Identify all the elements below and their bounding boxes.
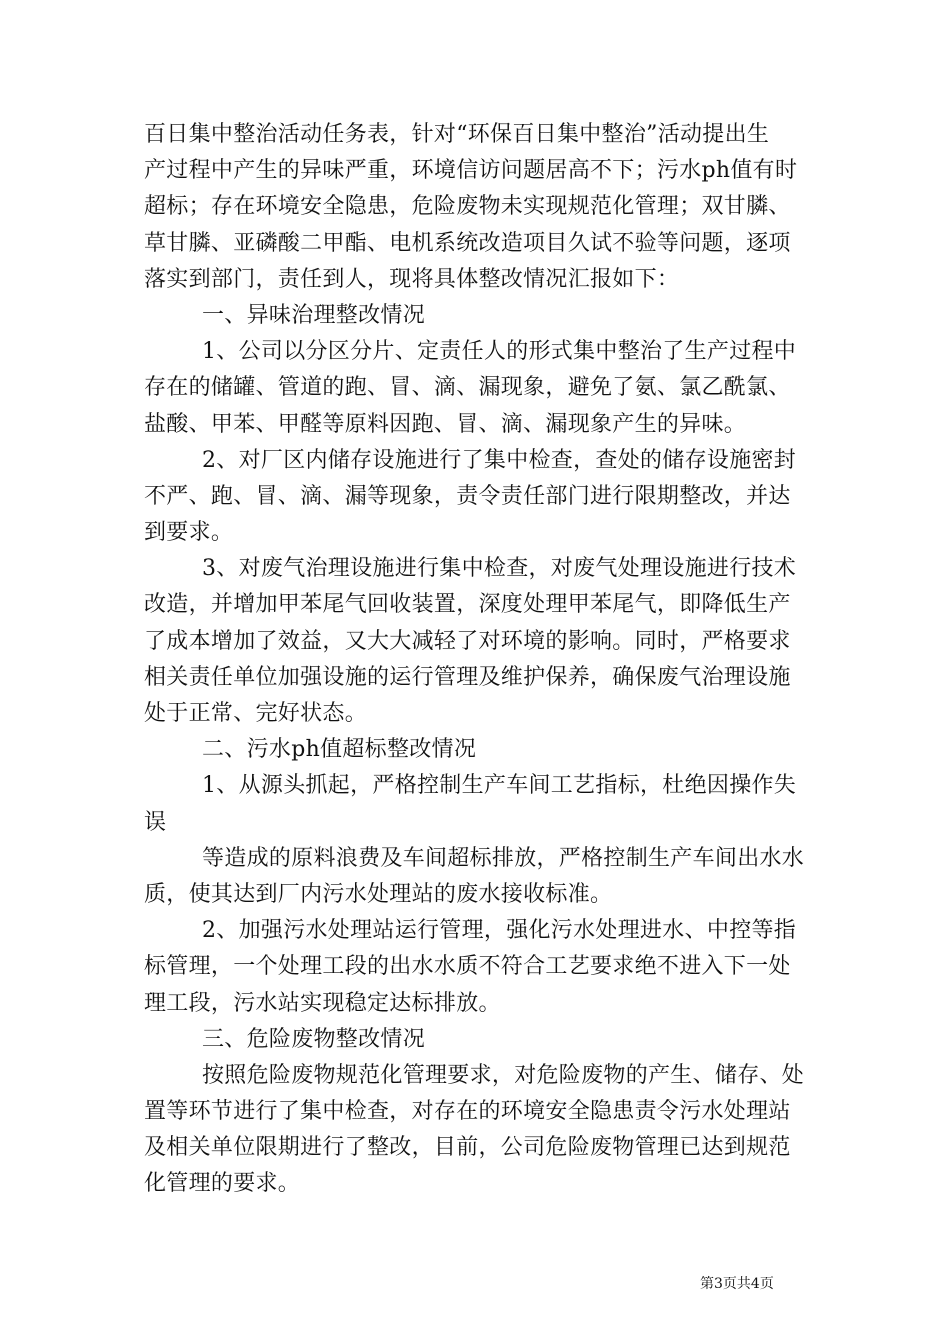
text-line: 置等环节进行了集中检查，对存在的环境安全隐患责令污水处理站	[144, 1099, 791, 1125]
text-line: 盐酸、甲苯、甲醛等原料因跑、冒、滴、漏现象产生的异味。	[144, 411, 747, 437]
document-body	[144, 117, 814, 1203]
text-line: 误	[144, 809, 167, 835]
text-line: 改造，并增加甲苯尾气回收装置，深度处理甲苯尾气，即降低生产	[144, 592, 791, 618]
text-line: 2、对厂区内储存设施进行了集中检查，查处的储存设施密封	[202, 447, 797, 473]
text-line: 草甘膦、亚磷酸二甲酯、电机系统改造项目久试不验等问题，逐项	[144, 230, 791, 256]
text-line: 超标；存在环境安全隐患，危险废物未实现规范化管理；双甘膦、	[144, 194, 791, 220]
text-line: 到要求。	[144, 520, 234, 546]
text-line: 化管理的要求。	[144, 1171, 301, 1197]
text-line: 不严、跑、冒、滴、漏等现象，责令责任部门进行限期整改，并达	[144, 483, 791, 509]
text-line: 等造成的原料浪费及车间超标排放，严格控制生产车间出水水	[202, 845, 805, 871]
section-heading: 二、污水ph值超标整改情况	[202, 737, 477, 763]
section-heading: 一、异味治理整改情况	[202, 302, 426, 328]
text-line: 相关责任单位加强设施的运行管理及维护保养，确保废气治理设施	[144, 664, 791, 690]
text-line: 2、加强污水处理站运行管理，强化污水处理进水、中控等指	[202, 918, 797, 944]
section-heading: 三、危险废物整改情况	[202, 1026, 426, 1052]
text-line: 产过程中产生的异味严重，环境信访问题居高不下；污水ph值有时	[144, 158, 798, 184]
text-line: 落实到部门，责任到人，现将具体整改情况汇报如下：	[144, 266, 680, 292]
text-line: 理工段，污水站实现稳定达标排放。	[144, 990, 501, 1016]
text-line: 存在的储罐、管道的跑、冒、滴、漏现象，避免了氨、氯乙酰氯、	[144, 375, 791, 401]
text-line: 及相关单位限期进行了整改，目前，公司危险废物管理已达到规范	[144, 1135, 791, 1161]
text-line: 1、公司以分区分片、定责任人的形式集中整治了生产过程中	[202, 339, 797, 365]
text-line: 处于正常、完好状态。	[144, 701, 368, 726]
text-line: 百日集中整治活动任务表，针对“环保百日集中整治”活动提出生	[144, 122, 770, 147]
text-line: 质，使其达到厂内污水处理站的废水接收标准。	[144, 881, 613, 907]
page-number: 第3页共4页	[700, 1276, 774, 1292]
text-line: 1、从源头抓起，严格控制生产车间工艺指标，杜绝因操作失	[202, 773, 797, 799]
text-line: 3、对废气治理设施进行集中检查，对废气处理设施进行技术	[202, 556, 797, 582]
text-line: 了成本增加了效益，又大大减轻了对环境的影响。同时，严格要求	[144, 628, 791, 654]
text-line: 标管理，一个处理工段的出水水质不符合工艺要求绝不进入下一处	[144, 954, 791, 980]
text-line: 按照危险废物规范化管理要求，对危险废物的产生、储存、处	[202, 1062, 805, 1088]
